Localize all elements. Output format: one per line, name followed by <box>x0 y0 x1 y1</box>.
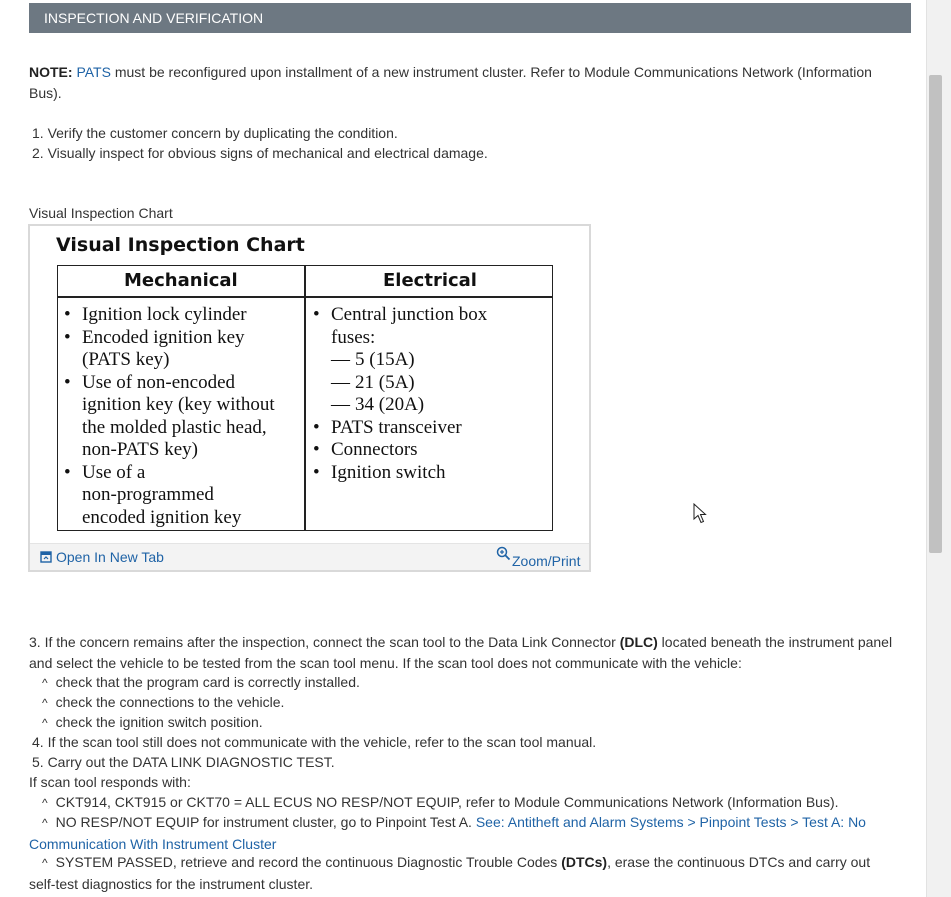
note-text: must be reconfigured upon installment of a new instrument cluster. Refer to Module Communications Network (Information Bus). <box>29 64 872 101</box>
bullet-icon: • <box>64 371 71 393</box>
caret-icon: ^ <box>42 816 48 830</box>
bullet-icon: • <box>64 304 71 325</box>
open-tab-icon <box>40 551 52 563</box>
caret-icon: ^ <box>42 696 48 710</box>
mech-line: • Ignition lock cylinder <box>64 304 247 325</box>
section-title: INSPECTION AND VERIFICATION <box>44 10 264 26</box>
elec-line: • Central junction box <box>313 304 488 325</box>
zoom-print-button[interactable] <box>496 546 581 569</box>
step-5: 5. Carry out the DATA LINK DIAGNOSTIC TEST. <box>32 754 335 770</box>
scrollbar-thumb[interactable] <box>929 75 942 553</box>
column-divider <box>304 266 306 530</box>
figure-container <box>28 224 591 572</box>
step-1: 1. Verify the customer concern by duplicating the condition. <box>32 125 398 141</box>
zoom-icon <box>496 546 511 561</box>
figure-toolbar <box>30 543 589 570</box>
elec-line: fuses: <box>331 326 376 348</box>
responds-label: If scan tool responds with: <box>29 774 191 790</box>
mech-line: • Use of a <box>64 461 146 483</box>
bullet-icon: • <box>313 461 320 483</box>
bullet-icon: • <box>64 461 71 483</box>
mech-line: ignition key (key without <box>82 394 275 415</box>
note-paragraph <box>29 62 899 103</box>
caret-icon: ^ <box>42 716 48 730</box>
header-divider <box>58 296 552 298</box>
response-item: ^ CKT914, CKT915 or CKT70 = ALL ECUS NO RESP/NOT EQUIP, refer to Module Communications Network (Information Bus). <box>42 794 839 810</box>
step-2: 2. Visually inspect for obvious signs of mechanical and electrical damage. <box>32 145 488 161</box>
dtcs-label: (DTCs) <box>561 854 608 870</box>
mech-line: • Use of non-encoded <box>64 371 236 393</box>
dash-icon: — <box>331 349 350 370</box>
mech-line: • Encoded ignition key <box>64 326 245 348</box>
bullet-icon: • <box>313 416 320 438</box>
figure-image[interactable] <box>30 226 589 543</box>
dlc-label: (DLC) <box>619 634 658 650</box>
check-item: ^ check the connections to the vehicle. <box>42 694 285 710</box>
check-item: ^ check the ignition switch position. <box>42 714 263 730</box>
caret-icon: ^ <box>42 676 48 690</box>
response-item: ^ NO RESP/NOT EQUIP for instrument cluster, go to Pinpoint Test A. See: Antitheft and Alarm Systems > Pinpoint Tests > Test A: No Communication With Instrument Cluster <box>29 814 866 852</box>
mech-line: the molded plastic head, <box>82 416 267 438</box>
mech-line: (PATS key) <box>82 349 170 370</box>
pinpoint-test-a-link[interactable]: See: Antitheft and Alarm Systems > Pinpoint Tests > Test A: No Communication With Instrument Cluster <box>29 814 866 852</box>
figure-caption: Visual Inspection Chart <box>29 205 173 221</box>
elec-line: — 34 (20A) <box>331 394 425 415</box>
chart-title: Visual Inspection Chart <box>56 234 305 256</box>
dash-icon: — <box>331 394 350 415</box>
inspection-table <box>57 265 553 531</box>
elec-line: • Ignition switch <box>313 461 446 483</box>
caret-icon: ^ <box>42 856 48 870</box>
bullet-icon: • <box>313 304 320 325</box>
open-tab-label: Open In New Tab <box>56 549 164 565</box>
step-3: 3. If the concern remains after the inspection, connect the scan tool to the Data Link Connector (DLC) located beneath the instrument panel and select the vehicle to be tested from the scan tool menu. If the scan tool does not communicate with the vehicle: <box>29 634 893 671</box>
mech-line: encoded ignition key <box>82 506 242 528</box>
elec-line: — 5 (15A) <box>331 349 415 370</box>
elec-line: — 21 (5A) <box>331 371 415 393</box>
mechanical-list <box>64 304 300 529</box>
check-item: ^ check that the program card is correctly installed. <box>42 674 360 690</box>
elec-line: • PATS transceiver <box>313 416 462 438</box>
mech-line: non-programmed <box>82 484 214 505</box>
response-item: ^ SYSTEM PASSED, retrieve and record the continuous Diagnostic Trouble Codes (DTCs), erase the continuous DTCs and carry out self-test diagnostics for the instrument cluster. <box>29 854 871 892</box>
elec-line: • Connectors <box>313 439 418 460</box>
electrical-heading: Electrical <box>383 270 477 291</box>
electrical-list <box>313 304 549 484</box>
bullet-icon: • <box>64 326 71 348</box>
bullet-icon: • <box>313 439 320 460</box>
caret-icon: ^ <box>42 796 48 810</box>
note-label: NOTE: <box>29 64 73 80</box>
mech-line: non-PATS key) <box>82 439 198 460</box>
mouse-cursor-icon <box>693 503 707 525</box>
zoom-label: Zoom/Print <box>512 553 581 569</box>
section-header <box>29 3 911 33</box>
dash-icon: — <box>331 371 350 393</box>
mechanical-heading: Mechanical <box>124 270 238 291</box>
step-4: 4. If the scan tool still does not communicate with the vehicle, refer to the scan tool manual. <box>32 734 597 750</box>
open-new-tab-button[interactable] <box>40 549 164 565</box>
pats-link[interactable]: PATS <box>76 64 111 80</box>
